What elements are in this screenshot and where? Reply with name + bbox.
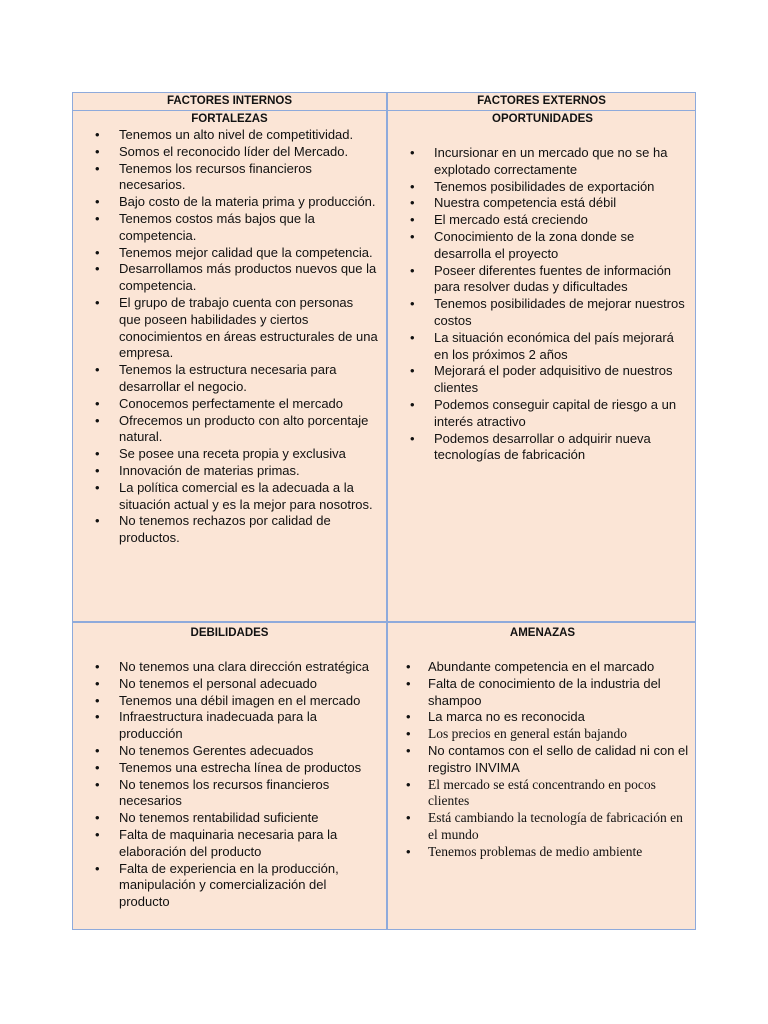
list-item: • No tenemos el personal adecuado <box>95 675 318 691</box>
bullet-icon: • <box>95 462 100 478</box>
bullet-icon: • <box>95 860 100 876</box>
list-item: • Mejorará el poder adquisitivo de nuestros clientes <box>410 363 673 396</box>
bullet-icon: • <box>95 659 100 674</box>
bullet-icon: • <box>95 294 100 310</box>
list-item: • No tenemos rentabilidad suficiente <box>95 810 319 826</box>
bullet-icon: • <box>406 726 411 742</box>
bullet-icon: • <box>95 709 100 725</box>
list-item: • No tenemos rechazos por calidad de productos. <box>95 513 331 546</box>
bullet-icon: • <box>95 127 100 142</box>
bullet-icon: • <box>95 826 100 842</box>
bullet-icon: • <box>406 843 411 859</box>
bullet-icon: • <box>406 776 411 792</box>
list-item: • Tenemos una débil imagen en el mercado <box>95 692 361 708</box>
list-item: • Incursionar en un mercado que no se ha explotado correctamente <box>410 145 668 177</box>
bullet-icon: • <box>410 262 415 278</box>
bullet-icon: • <box>410 396 415 412</box>
bullet-icon: • <box>95 742 100 758</box>
bullet-icon: • <box>410 228 415 244</box>
list-item: • No tenemos Gerentes adecuados <box>95 742 314 758</box>
list-item: • Innovación de materias primas. <box>95 462 300 478</box>
bullet-icon: • <box>410 212 415 228</box>
list-item: • Somos el reconocido líder del Mercado. <box>95 143 349 159</box>
bullet-icon: • <box>95 513 100 529</box>
bullet-icon: • <box>406 709 411 725</box>
amenazas-title: AMENAZAS <box>509 627 576 639</box>
list-item: • Bajo costo de la materia prima y producción. <box>95 194 376 210</box>
list-item: • Tenemos posibilidades de exportación <box>410 178 655 194</box>
bullet-icon: • <box>95 244 100 260</box>
list-item: • No tenemos los recursos financieros necesarios <box>95 776 330 809</box>
bullet-icon: • <box>95 446 100 462</box>
bullet-icon: • <box>95 395 100 411</box>
bullet-icon: • <box>95 194 100 210</box>
bullet-icon: • <box>95 261 100 277</box>
list-item: • Tenemos una estrecha línea de productos <box>95 759 362 775</box>
bullet-icon: • <box>410 178 415 194</box>
bullet-icon: • <box>95 479 100 495</box>
list-item: • Tenemos problemas de medio ambiente <box>406 843 643 859</box>
list-item: • El mercado está creciendo <box>410 212 588 228</box>
list-item: • Abundante competencia en el marcado <box>406 659 655 674</box>
list-item: • No tenemos una clara dirección estratégica <box>95 659 370 674</box>
list-item: • El mercado se está concentrando en pocos clientes <box>406 776 656 809</box>
list-item: • Ofrecemos un producto con alto porcentaje natural. <box>95 412 369 445</box>
list-item: • La marca no es reconocida <box>406 709 585 725</box>
debilidades-title: DEBILIDADES <box>190 627 269 639</box>
quadrant-debilidades <box>73 623 386 929</box>
list-item: • Conocimiento de la zona donde se desarrolla el proyecto <box>410 228 635 261</box>
list-item: • No contamos con el sello de calidad ni con el registro INVIMA <box>406 742 689 775</box>
list-item: • Infraestructura inadecuada para la producción <box>95 709 318 742</box>
bullet-icon: • <box>406 659 411 674</box>
list-item: • Tenemos posibilidades de mejorar nuestros costos <box>410 296 685 328</box>
list-item: • El grupo de trabajo cuenta con personas que poseen habilidades y ciertos conocimientos en áreas estructurales de una empresa. <box>95 294 378 361</box>
bullet-icon: • <box>95 143 100 159</box>
list-item: • La política comercial es la adecuada a la situación actual y es la mejor para nosotros. <box>95 479 373 512</box>
header-external-factors: FACTORES EXTERNOS <box>477 95 606 107</box>
bullet-icon: • <box>410 430 415 446</box>
amenazas-list <box>388 659 697 861</box>
list-item: • Falta de maquinaria necesaria para la elaboración del producto <box>95 826 338 859</box>
bullet-icon: • <box>95 362 100 378</box>
fortalezas-list <box>73 127 386 547</box>
bullet-icon: • <box>410 363 415 379</box>
list-item: • Poseer diferentes fuentes de información para resolver dudas y dificultades <box>410 262 672 295</box>
list-item: • Tenemos mejor calidad que la competencia. <box>95 244 373 260</box>
list-item: • Los precios en general están bajando <box>406 726 628 742</box>
swot-matrix <box>72 92 696 930</box>
bullet-icon: • <box>410 195 415 211</box>
quadrant-oportunidades <box>388 111 697 621</box>
list-item: • La situación económica del país mejorará en los próximos 2 años <box>410 329 674 362</box>
bullet-icon: • <box>95 692 100 708</box>
debilidades-list <box>73 659 386 911</box>
bullet-icon: • <box>95 210 100 226</box>
list-item: • Tenemos un alto nivel de competitividad. <box>95 127 354 142</box>
list-item: • Tenemos la estructura necesaria para desarrollar el negocio. <box>95 362 337 394</box>
list-item: • Falta de conocimiento de la industria del shampoo <box>406 675 661 708</box>
bullet-icon: • <box>95 412 100 428</box>
list-item: • Nuestra competencia está débil <box>410 195 617 211</box>
bullet-icon: • <box>95 810 100 826</box>
header-row <box>73 93 695 111</box>
list-item: • Podemos conseguir capital de riesgo a un interés atractivo <box>410 396 677 429</box>
quadrant-fortalezas <box>73 111 386 621</box>
bullet-icon: • <box>406 810 411 826</box>
list-item: • Está cambiando la tecnología de fabricación en el mundo <box>406 810 683 842</box>
oportunidades-list <box>388 145 697 464</box>
list-item: • Falta de experiencia en la producción, manipulación y comercialización del producto <box>95 860 339 910</box>
bullet-icon: • <box>95 160 100 176</box>
list-item: • Se posee una receta propia y exclusiva <box>95 446 346 462</box>
list-item: • Conocemos perfectamente el mercado <box>95 395 344 411</box>
quadrant-amenazas <box>388 623 697 929</box>
list-item: • Desarrollamos más productos nuevos que la competencia. <box>95 261 377 294</box>
list-item: • Tenemos costos más bajos que la competencia. <box>95 210 315 243</box>
bullet-icon: • <box>95 759 100 775</box>
bullet-icon: • <box>410 296 415 312</box>
bullet-icon: • <box>410 145 415 160</box>
bullet-icon: • <box>406 742 411 758</box>
bullet-icon: • <box>95 675 100 691</box>
bullet-icon: • <box>410 329 415 345</box>
fortalezas-title: FORTALEZAS <box>191 113 268 125</box>
list-item: • Tenemos los recursos financieros necesarios. <box>95 160 312 193</box>
bullet-icon: • <box>95 776 100 792</box>
oportunidades-title: OPORTUNIDADES <box>492 113 593 125</box>
bullet-icon: • <box>406 675 411 691</box>
list-item: • Podemos desarrollar o adquirir nueva tecnologías de fabricación <box>410 430 651 463</box>
header-internal-factors: FACTORES INTERNOS <box>166 95 293 107</box>
